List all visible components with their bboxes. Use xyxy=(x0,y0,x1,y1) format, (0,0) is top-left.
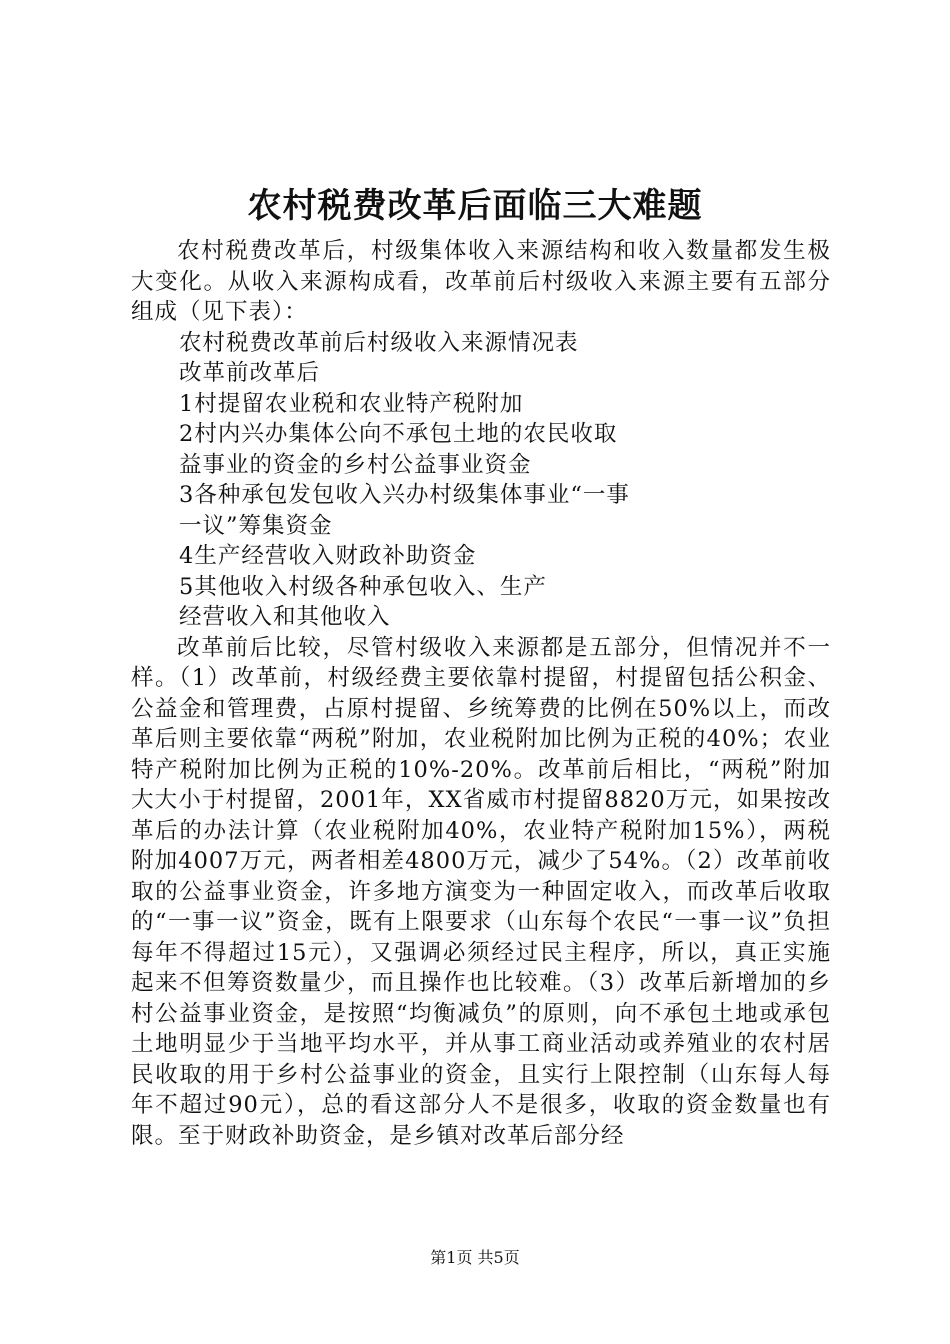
analysis-paragraph: 改革前后比较，尽管村级收入来源都是五部分，但情况并不一样。（1）改革前，村级经费主要依靠村提留，村提留包括公积金、公益金和管理费，占原村提留、乡统筹费的比例在50%以上，而改革后则主要依靠“两税”附加，农业税附加比例为正税的40%；农业特产税附加比例为正税的10%-20%。改革前后相比，“两税”附加大大小于村提留，2001年，XX省威市村提留8820万元，如果按改革后的办法计算（农业税附加40%，农业特产税附加15%），两税附加4007万元，两者相差4800万元，减少了54%。（2）改革前收取的公益事业资金，许多地方演变为一种固定收入，而改革后收取的“一事一议”资金，既有上限要求（山东每个农民“一事一议”负担每年不得超过15元），又强调必须经过民主程序，所以，真正实施起来不但筹资数量少，而且操作也比较难。（3）改革后新增加的乡村公益事业资金，是按照“均衡减负”的原则，向不承包土地或承包土地明显少于当地平均水平，并从事工商业活动或养殖业的农村居民收取的用于乡村公益事业的资金，且实行上限控制（山东每人每年不超过90元），总的看这部分人不是很多，收取的资金数量也有限。至于财政补助资金，是乡镇对改革后部分经 xyxy=(131,634,831,1149)
table-line: 1村提留农业税和农业特产税附加 xyxy=(179,390,524,417)
table-line: 3各种承包发包收入兴办村级集体事业“一事 xyxy=(179,482,630,508)
table-line: 2村内兴办集体公向不承包土地的农民收取 xyxy=(179,421,618,447)
table-line: 经营收入和其他收入 xyxy=(179,604,391,630)
table-line: 4生产经营收入财政补助资金 xyxy=(179,543,477,569)
table-line: 改革前改革后 xyxy=(179,360,321,386)
page-number-footer: 第1页 共5页 xyxy=(430,1248,520,1267)
table-line: 益事业的资金的乡村公益事业资金 xyxy=(179,451,532,478)
document-title: 农村税费改革后面临三大难题 xyxy=(247,186,703,226)
table-line: 农村税费改革前后村级收入来源情况表 xyxy=(179,329,579,356)
table-line: 5其他收入村级各种承包收入、生产 xyxy=(179,573,547,600)
table-line: 一议”筹集资金 xyxy=(179,512,333,539)
document-body xyxy=(131,236,831,1151)
intro-paragraph: 农村税费改革后，村级集体收入来源结构和收入数量都发生极大变化。从收入来源构成看，改革前后村级收入来源主要有五部分组成（见下表）： xyxy=(131,238,831,325)
